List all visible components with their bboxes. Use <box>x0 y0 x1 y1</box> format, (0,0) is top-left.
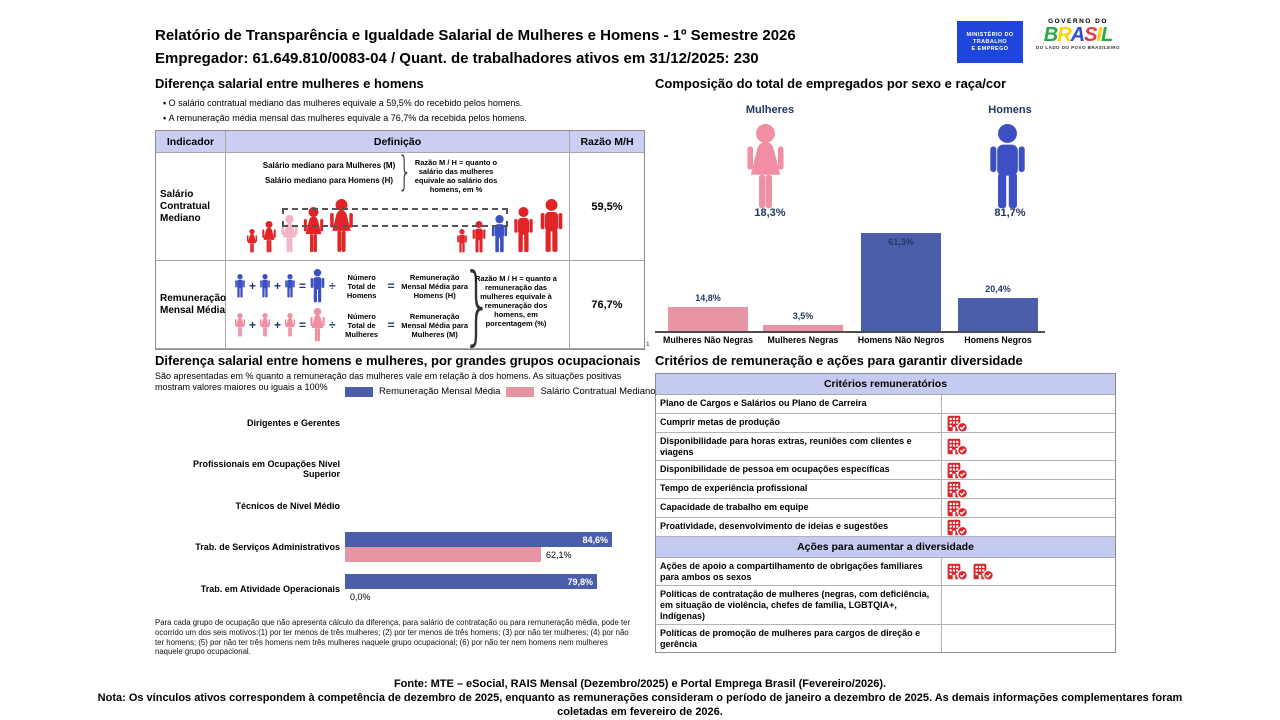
def-note-average: Razão M / H = quanto a remuneração das mulheres equivale à remuneração dos homens, em porcentagem (%) <box>475 274 557 328</box>
footer-nota: Nota: Os vínculos ativos correspondem à competência de dezembro de 2025, enquanto as remunerações consideram o período de janeiro a dezembro de 2025. As demais informações complementares foram coletadas em fevereiro de 2026. <box>97 692 1183 718</box>
legend-label: Salário Contratual Mediano <box>540 386 656 397</box>
divide-operator: ÷ <box>329 279 336 293</box>
criteria-row-label: Plano de Cargos e Salários ou Plano de Carreira <box>656 395 942 413</box>
bar-value-label: 20,4% <box>985 284 1011 294</box>
male-figure-icon <box>986 124 1029 210</box>
criteria-row <box>656 586 1115 625</box>
median-connector-dashed-box <box>282 208 508 227</box>
criteria-row-icons <box>942 625 1115 652</box>
definition-cell-median <box>226 149 570 261</box>
criteria-row-label: Políticas de promoção de mulheres para cargos de direção e gerência <box>656 625 942 652</box>
bar-category-label: Homens Negros <box>964 335 1032 345</box>
criteria-table <box>655 373 1116 653</box>
ratio-median: 59,5% <box>570 153 644 261</box>
female-person-icon <box>744 124 787 215</box>
criteria-section-header: Critérios remuneratórios <box>656 374 1115 395</box>
company-check-icon <box>947 563 968 580</box>
def-note-median: Razão M / H = quanto o salário das mulheres equivale ao salário dos homens, em % <box>414 158 498 194</box>
bullet-average-pay: • A remuneração média mensal das mulheres equivale a 76,7% da recebida pelos homens. <box>163 113 633 124</box>
formula-result: Remuneração Mensal Média para Mulheres (M) <box>401 311 468 339</box>
plus-operator: + <box>249 279 257 293</box>
female-figure-icon <box>309 308 326 342</box>
criteria-row <box>656 558 1115 586</box>
formula-divisor: Número Total de Homens <box>346 272 377 300</box>
mte-logo-line: MINISTÉRIO DO <box>966 31 1014 38</box>
criteria-row-label: Cumprir metas de produção <box>656 414 942 432</box>
composition-bar-chart <box>655 229 1047 349</box>
male-figure-icon <box>259 274 271 298</box>
report-footer <box>0 677 1280 719</box>
criteria-row <box>656 499 1115 518</box>
criteria-row-icons <box>942 414 1115 432</box>
section-title-salary-gap: Diferença salarial entre mulheres e homens <box>155 76 424 91</box>
definition-cell-average <box>226 255 570 355</box>
criteria-row-icons <box>942 480 1115 498</box>
bar-0 <box>668 307 748 331</box>
criteria-row-label: Ações de apoio a compartilhamento de obrigações familiares para ambos os sexos <box>656 558 942 585</box>
x-axis-line <box>655 331 1045 333</box>
criteria-row <box>656 461 1115 480</box>
table-footnote-marker: 1 <box>646 341 650 348</box>
criteria-row <box>656 433 1115 461</box>
bar-value-label: 62,1% <box>546 550 572 560</box>
col-header-indicador: Indicador <box>156 131 226 153</box>
occupation-category-label: Profissionais em Ocupações Nível Superior <box>192 459 340 479</box>
criteria-row-label: Capacidade de trabalho em equipe <box>656 499 942 517</box>
divide-operator: ÷ <box>329 318 336 332</box>
indicator-table <box>155 130 645 355</box>
gov-logo-letter: I <box>1096 24 1102 46</box>
section-title-occupational: Diferença salarial entre homens e mulheres, por grandes grupos ocupacionais <box>155 353 641 368</box>
section-title-composition: Composição do total de empregados por sexo e raça/cor <box>655 76 1007 91</box>
female-figure-icon <box>246 229 258 253</box>
criteria-row-label: Disponibilidade de pessoa em ocupações específicas <box>656 461 942 479</box>
footer-fonte: Fonte: MTE – eSocial, RAIS Mensal (Dezembro/2025) e Portal Emprega Brasil (Fevereiro/2026). <box>393 678 887 690</box>
indicator-label-average: Remuneração Mensal Média <box>156 261 226 349</box>
gov-logo-letter: R <box>1057 24 1071 46</box>
mte-logo-line: E EMPREGO <box>971 45 1009 52</box>
female-figure-icon <box>744 124 787 210</box>
gov-logo-letter: S <box>1084 24 1097 46</box>
gov-logo-letter: A <box>1070 24 1085 46</box>
bullet-median-salary: • O salário contratual mediano das mulheres equivale a 59,5% do recebido pelos homens. <box>163 98 633 109</box>
equals-operator: = <box>387 318 395 332</box>
mte-logo-line: TRABALHO <box>972 38 1008 45</box>
bar-value-label: 0,0% <box>350 592 371 602</box>
criteria-row-icons <box>942 499 1115 517</box>
indicator-label-median: Salário Contratual Mediano <box>156 153 226 261</box>
ratio-average: 76,7% <box>570 261 644 349</box>
company-check-icon <box>947 500 968 517</box>
plus-operator: + <box>274 318 282 332</box>
criteria-row <box>656 395 1115 414</box>
legend-swatch <box>345 387 373 397</box>
criteria-row-label: Disponibilidade para horas extras, reuniões com clientes e viagens <box>656 433 942 460</box>
col-header-razao: Razão M/H <box>570 131 644 153</box>
criteria-row <box>656 414 1115 433</box>
def-line-men: Salário mediano para Homens (H) <box>264 176 394 185</box>
bar-category-label: Homens Não Negros <box>857 335 945 345</box>
occupation-category-label: Dirigentes e Gerentes <box>246 418 340 428</box>
gov-logo-tagline: DO LADO DO POVO BRASILEIRO <box>1036 45 1120 50</box>
composition-female-label: Mulheres <box>745 104 795 116</box>
plus-operator: + <box>249 318 257 332</box>
formula-divisor: Número Total de Mulheres <box>345 311 379 339</box>
page-title: Relatório de Transparência e Igualdade Salarial de Mulheres e Homens - 1º Semestre 2026 <box>155 27 796 44</box>
bar-1 <box>763 325 843 331</box>
def-line-women: Salário mediano para Mulheres (M) <box>262 161 396 170</box>
criteria-row-label: Políticas de contratação de mulheres (negras, com deficiência, em situação de violência, chefes de família, LGBTQIA+, Indígenas) <box>656 586 942 624</box>
table-row-average-pay <box>156 255 644 355</box>
equals-operator: = <box>299 318 307 332</box>
criteria-row-icons <box>942 395 1115 413</box>
company-check-icon <box>947 519 968 536</box>
male-figure-icon <box>284 274 296 298</box>
bar-value-label: 61,3% <box>888 237 914 247</box>
criteria-row-label: Tempo de experiência profissional <box>656 480 942 498</box>
criteria-row-icons <box>942 461 1115 479</box>
criteria-row <box>656 625 1115 652</box>
mte-logo <box>957 21 1023 63</box>
criteria-row <box>656 518 1115 537</box>
occupational-subtitle: São apresentadas em % quanto a remuneração das mulheres vale em relação à dos homens. As situações positivas mostram valores maiores ou iguais a 100% <box>155 371 622 392</box>
composition-male-share: 81,7% <box>994 207 1026 219</box>
criteria-row-icons <box>942 558 1115 585</box>
gov-logo-letter: L <box>1101 24 1113 46</box>
brace-average: } <box>462 255 493 355</box>
gov-logo-brasil-text <box>1032 25 1124 45</box>
female-figure-icon <box>284 313 296 337</box>
legend-label: Remuneração Mensal Média <box>379 386 501 397</box>
composition-female-share: 18,3% <box>754 207 786 219</box>
occupational-bar-chart <box>155 403 645 615</box>
occupation-category-label: Trab. em Atividade Operacionais <box>200 584 340 594</box>
page-subtitle: Empregador: 61.649.810/0083-04 / Quant. de trabalhadores ativos em 31/12/2025: 230 <box>155 50 759 67</box>
equals-operator: = <box>387 279 395 293</box>
occupation-category-label: Técnicos de Nível Médio <box>235 501 340 511</box>
bar-category-label: Mulheres Não Negras <box>663 335 753 345</box>
plus-operator: + <box>274 279 282 293</box>
female-figure-icon <box>259 313 271 337</box>
company-check-icon <box>973 563 994 580</box>
bar-3 <box>958 298 1038 331</box>
male-figure-icon <box>234 274 246 298</box>
formula-women <box>234 308 472 342</box>
female-figure-icon <box>261 221 277 253</box>
governo-brasil-logo <box>1032 18 1124 50</box>
table-row-median-salary <box>156 149 644 261</box>
formula-men <box>234 269 472 303</box>
company-check-icon <box>947 462 968 479</box>
equals-operator: = <box>299 279 307 293</box>
male-person-icon <box>986 124 1029 215</box>
bar-value-label: 3,5% <box>792 311 814 321</box>
male-figure-icon <box>309 269 326 303</box>
col-header-definicao: Definição <box>226 131 570 153</box>
gov-logo-letter: B <box>1043 24 1058 46</box>
composition-male-label: Homens <box>988 104 1032 116</box>
brace-median: } <box>397 149 412 195</box>
criteria-row-label: Proatividade, desenvolvimento de ideias e sugestões <box>656 518 942 536</box>
occupational-footnote: Para cada grupo de ocupação que não apresenta cálculo da diferença, para salário de contratação ou para remuneração média, pode ter ocorrido um dos seis motivos:(1) por ter menos de três mulheres; (2) por ter menos de três homens; (3) por não ter mulheres; (4) por não ter homens; (5) por não ter três homens nem três mulheres naquele grupo ocupacional; (6) por não ter nem homens nem mulheres naquele grupo ocupacional. <box>155 618 631 657</box>
bar-salario-mediano <box>345 547 541 562</box>
company-check-icon <box>947 438 968 455</box>
formula-result: Remuneração Mensal Média para Homens (H) <box>401 272 468 300</box>
section-title-criteria: Critérios de remuneração e ações para garantir diversidade <box>655 353 1023 368</box>
gov-logo-top-text: GOVERNO DO <box>1048 18 1108 25</box>
report-header <box>155 24 975 70</box>
occupational-legend <box>345 386 656 397</box>
bar-value-label: 79,8% <box>567 577 593 587</box>
female-figure-icon <box>234 313 246 337</box>
legend-swatch <box>506 387 534 397</box>
bar-value-label: 14,8% <box>695 293 721 303</box>
criteria-row-icons <box>942 586 1115 624</box>
bar-remuneracao <box>345 574 597 589</box>
criteria-row-icons <box>942 518 1115 536</box>
occupation-category-label: Trab. de Serviços Administrativos <box>195 542 340 552</box>
bar-2 <box>861 233 941 331</box>
company-check-icon <box>947 415 968 432</box>
male-figure-icon <box>456 229 468 253</box>
male-figure-icon <box>512 207 535 253</box>
criteria-row <box>656 480 1115 499</box>
criteria-row-icons <box>942 433 1115 460</box>
bar-category-label: Mulheres Negras <box>767 335 839 345</box>
bar-remuneracao <box>345 532 612 547</box>
male-figure-icon <box>538 199 565 253</box>
criteria-section-header: Ações para aumentar a diversidade <box>656 537 1115 558</box>
company-check-icon <box>947 481 968 498</box>
bar-value-label: 84,6% <box>582 535 608 545</box>
